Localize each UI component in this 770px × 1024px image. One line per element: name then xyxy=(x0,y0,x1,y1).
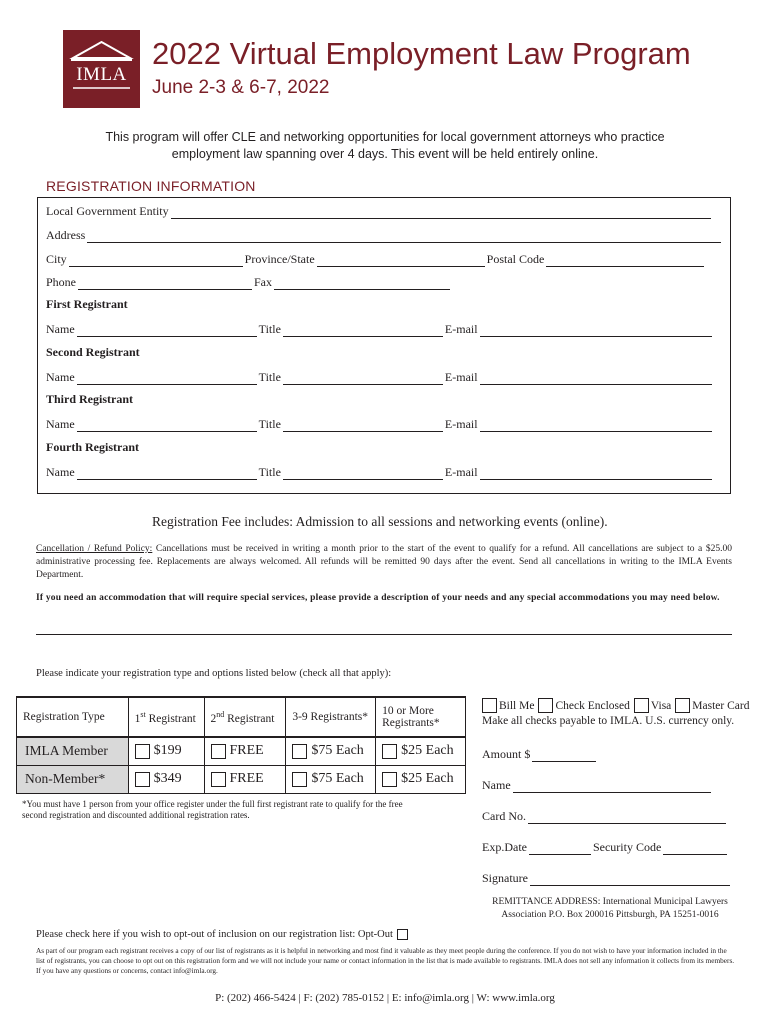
checkbox[interactable] xyxy=(135,744,150,759)
fee-table-header xyxy=(17,697,466,737)
card-name-row xyxy=(482,775,713,793)
cancellation-policy xyxy=(36,543,732,582)
fee-includes: Registration Fee includes: Admission to all sessions and networking events (online). xyxy=(152,514,608,529)
checkbox[interactable] xyxy=(211,772,226,787)
fee-cell[interactable]: $25 Each xyxy=(376,737,466,765)
email-field[interactable] xyxy=(480,419,712,432)
title-field[interactable] xyxy=(283,324,443,337)
payment-options: Bill Me Check Enclosed Visa Master Card xyxy=(482,698,753,713)
visa-checkbox[interactable] xyxy=(634,698,649,713)
registrant-row xyxy=(46,462,714,480)
optout-row xyxy=(36,929,412,940)
fax-label: Fax xyxy=(254,275,272,289)
province-field[interactable] xyxy=(317,254,485,267)
amount-label: Amount $ xyxy=(482,747,531,761)
name-label: Name xyxy=(46,417,75,431)
indicate-text: Please indicate your registration type and options listed below (check all that apply): xyxy=(36,668,392,679)
phone-row xyxy=(46,272,452,290)
province-label: Province/State xyxy=(244,252,315,266)
title-field[interactable] xyxy=(283,372,443,385)
registrant-row xyxy=(46,414,714,432)
contact-footer: P: (202) 466-5424 | F: (202) 785-0152 | E: info@imla.org | W: www.imla.org xyxy=(215,992,555,1004)
card-number-row xyxy=(482,806,728,824)
address-row xyxy=(46,225,723,243)
header-second: 2nd Registrant xyxy=(204,697,286,737)
card-name-label: Name xyxy=(482,778,511,792)
fee-table xyxy=(16,696,466,794)
imla-logo xyxy=(63,30,140,108)
exp-row xyxy=(482,837,729,855)
name-field[interactable] xyxy=(77,419,257,432)
entity-label: Local Government Entity xyxy=(46,204,169,218)
accommodation-text: If you need an accommodation that will require special services, please provide a description of your needs and any special accommodations you may need below. xyxy=(36,593,720,603)
checkbox[interactable] xyxy=(292,772,307,787)
checkbox[interactable] xyxy=(382,744,397,759)
program-dates: June 2-3 & 6-7, 2022 xyxy=(152,77,330,98)
page-title: 2022 Virtual Employment Law Program xyxy=(152,36,691,71)
header-type: Registration Type xyxy=(17,697,129,737)
name-label: Name xyxy=(46,370,75,384)
signature-label: Signature xyxy=(482,871,528,885)
name-field[interactable] xyxy=(77,467,257,480)
accommodation-field[interactable] xyxy=(36,634,732,635)
header-first: 1st Registrant xyxy=(128,697,204,737)
fee-row-member xyxy=(17,737,466,765)
title-field[interactable] xyxy=(283,467,443,480)
cancellation-title: Cancellation / Refund Policy: xyxy=(36,544,153,554)
checkbox[interactable] xyxy=(382,772,397,787)
checkbox[interactable] xyxy=(211,744,226,759)
amount-field[interactable] xyxy=(532,749,596,762)
bill-me-checkbox[interactable] xyxy=(482,698,497,713)
title-field[interactable] xyxy=(283,419,443,432)
postal-field[interactable] xyxy=(546,254,704,267)
phone-field[interactable] xyxy=(78,277,252,290)
postal-label: Postal Code xyxy=(486,252,545,266)
title-label: Title xyxy=(258,465,281,479)
registrant-heading: Fourth Registrant xyxy=(46,440,139,454)
name-field[interactable] xyxy=(77,372,257,385)
title-label: Title xyxy=(258,322,281,336)
payable-note: Make all checks payable to IMLA. U.S. currency only. xyxy=(482,715,735,727)
city-field[interactable] xyxy=(69,254,243,267)
header-multi: 3-9 Registrants* xyxy=(286,697,376,737)
privacy-text: As part of our program each registrant receives a copy of our list of registrants as it is helpful in networking and most find it valuable as they meet people during the conference. If you do not wish to have your information included in the list of registrants, you can choose to opt out on this registration form and we will not include your name or contact information in the list that is made available to registrants. IMLA does not sell any information it collects from its members. If you have any questions or concerns, contact info@imla.org. xyxy=(36,946,735,975)
city-label: City xyxy=(46,252,67,266)
optout-checkbox[interactable] xyxy=(397,929,408,940)
registrant-heading: Second Registrant xyxy=(46,345,140,359)
registration-heading: REGISTRATION INFORMATION xyxy=(46,178,256,194)
fax-field[interactable] xyxy=(274,277,450,290)
title-label: Title xyxy=(258,417,281,431)
email-label: E-mail xyxy=(444,465,478,479)
fee-row-nonmember xyxy=(17,765,466,793)
header-ten: 10 or More Registrants* xyxy=(376,697,466,737)
email-label: E-mail xyxy=(444,417,478,431)
name-field[interactable] xyxy=(77,324,257,337)
checkbox[interactable] xyxy=(292,744,307,759)
fee-cell[interactable]: $349 xyxy=(128,765,204,793)
email-field[interactable] xyxy=(480,324,712,337)
card-number-label: Card No. xyxy=(482,809,526,823)
fee-cell[interactable]: $199 xyxy=(128,737,204,765)
email-label: E-mail xyxy=(444,322,478,336)
registrant-heading: First Registrant xyxy=(46,297,128,311)
fee-footnote: *You must have 1 person from your office register under the full first registrant rate to qualify for the free second registration and discounted additional registration rates. xyxy=(22,799,403,820)
security-field[interactable] xyxy=(663,842,727,855)
address-label: Address xyxy=(46,228,86,242)
exp-label: Exp.Date xyxy=(482,840,527,854)
mastercard-checkbox[interactable] xyxy=(675,698,690,713)
registrant-heading: Third Registrant xyxy=(46,392,133,406)
row-type: IMLA Member xyxy=(17,737,129,765)
fee-cell[interactable]: FREE xyxy=(204,765,286,793)
registrant-row xyxy=(46,367,714,385)
row-type: Non-Member* xyxy=(17,765,129,793)
entity-row xyxy=(46,201,713,219)
phone-label: Phone xyxy=(46,275,76,289)
check-enclosed-checkbox[interactable] xyxy=(538,698,553,713)
fee-cell[interactable]: FREE xyxy=(204,737,286,765)
email-field[interactable] xyxy=(480,467,712,480)
city-row xyxy=(46,249,706,267)
title-label: Title xyxy=(258,370,281,384)
card-name-field[interactable] xyxy=(513,780,711,793)
intro-text: This program will offer CLE and networking opportunities for local government attorneys who practice employment law spanning over 4 days. This event will be held entirely online. xyxy=(105,130,665,161)
name-label: Name xyxy=(46,322,75,336)
entity-field[interactable] xyxy=(171,206,711,219)
security-label: Security Code xyxy=(592,840,662,854)
amount-row xyxy=(482,744,598,762)
registrant-row xyxy=(46,319,714,337)
signature-row xyxy=(482,868,732,886)
cancellation-text: Cancellations must be received in writing a month prior to the start of the event to qualify for a refund. All cancellations are subject to a $25.00 administrative processing fee. Replacements are always welcomed. All refunds will be remitted 90 days after the event. Send all cancellations in writing to the IMLA Events Department. xyxy=(36,544,732,580)
fee-cell[interactable]: $75 Each xyxy=(286,765,376,793)
fee-cell[interactable]: $25 Each xyxy=(376,765,466,793)
address-field[interactable] xyxy=(87,230,721,243)
fee-cell[interactable]: $75 Each xyxy=(286,737,376,765)
logo-text: IMLA xyxy=(76,64,127,85)
checkbox[interactable] xyxy=(135,772,150,787)
name-label: Name xyxy=(46,465,75,479)
email-field[interactable] xyxy=(480,372,712,385)
card-number-field[interactable] xyxy=(528,811,726,824)
exp-field[interactable] xyxy=(529,842,591,855)
signature-field[interactable] xyxy=(530,873,730,886)
email-label: E-mail xyxy=(444,370,478,384)
remittance-address: REMITTANCE ADDRESS: International Municipal Lawyers Association P.O. Box 200016 Pittsburgh, PA 15251-0016 xyxy=(492,897,728,920)
optout-label: Please check here if you wish to opt-out of inclusion on our registration list: Opt-Out xyxy=(36,929,393,940)
